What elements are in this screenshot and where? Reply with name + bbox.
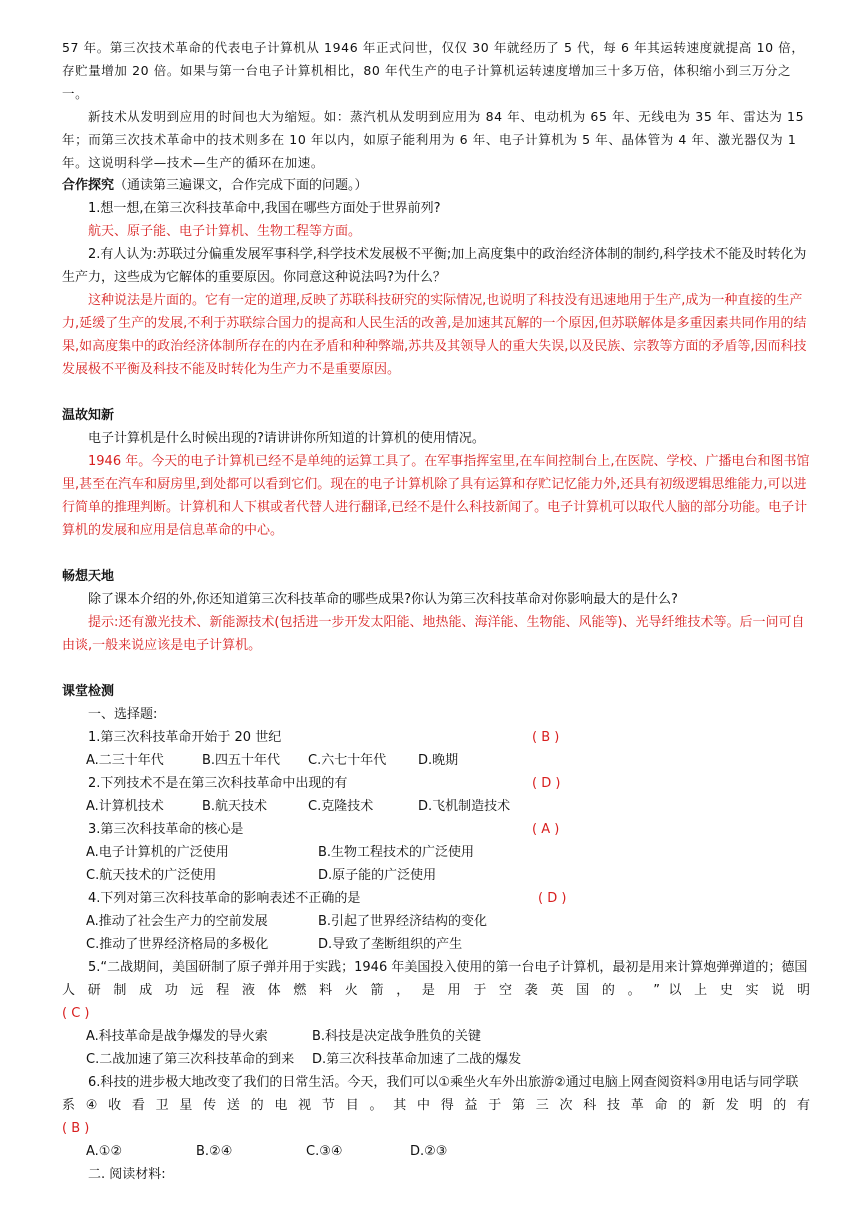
- option-a: A.电子计算机的广泛使用: [86, 845, 229, 860]
- test-part-2: 二. 阅读材料:: [88, 1167, 166, 1182]
- option-a: A.①②: [86, 1144, 123, 1159]
- question-2-options: [62, 795, 810, 818]
- review-answer: 1946 年。今天的电子计算机已经不是单纯的运算工具了。在军事指挥室里,在车间控制台上,在医院、学校、广播电台和图书馆里,甚至在汽车和厨房里,到处都可以看到它们。现在的电子计算机除了具有运算和存贮记忆能力外,还具有初级逻辑思维能力,可以进行简单的推理判断。计算机和人下棋或者代替人进行翻译,已经不是什么科技新闻了。电子计算机可以取代人脑的部分功能。电子计算机的发展和应用是信息革命的中心。: [62, 454, 810, 538]
- question-5-line-1: 5.“二战期间，美国研制了原子弹并用于实践；1946 年美国投入使用的第一台电子计算机，最初是用来计算炮弹弹道的；德国: [88, 960, 808, 975]
- intro-paragraph-1: 57 年。第三次技术革命的代表电子计算机从 1946 年正式问世，仅仅 30 年就经历了 5 代，每 6 年其运转速度就提高 10 倍，存贮量增加 20 倍。如果与第一台电子计算机相比，80 年代生产的电子计算机运转速度增加三十多万倍，体积缩小到三万分之一。: [62, 40, 805, 101]
- question-answer: ( D ): [532, 776, 561, 791]
- option-c: C.推动了世界经济格局的多极化: [86, 937, 269, 952]
- cooperate-answer-2: 这种说法是片面的。它有一定的道理,反映了苏联科技研究的实际情况,也说明了科技没有迅速地用于生产,成为一种直接的生产力,延缓了生产的发展,不利于苏联综合国力的提高和人民生活的改善,是加速其瓦解的一个原因,但苏联解体是多重因素共同作用的结果,如高度集中的政治经济体制所存在的内在矛盾和种种弊端,苏共及其领导人的重大失误,以及民族、宗教等方面的矛盾等,因而科技发展极不平衡及科技不能及时转化为生产力不是重要原因。: [62, 293, 807, 377]
- cooperate-answer-1: 航天、原子能、电子计算机、生物工程等方面。: [88, 224, 362, 239]
- cooperate-question-1: 1.想一想,在第三次科技革命中,我国在哪些方面处于世界前列?: [88, 201, 441, 216]
- option-a: A.推动了社会生产力的空前发展: [86, 914, 268, 929]
- option-b: B.科技是决定战争胜负的关键: [312, 1029, 482, 1044]
- document-page: [62, 36, 810, 1186]
- question-answer: ( A ): [532, 822, 560, 837]
- option-c: C.六七十年代: [308, 753, 387, 768]
- option-a: A.二三十年代: [86, 753, 164, 768]
- imagine-question: 除了课本介绍的外,你还知道第三次科技革命的哪些成果?你认为第三次科技革命对你影响最大的是什么?: [88, 592, 678, 607]
- option-a: A.科技革命是战争爆发的导火索: [86, 1029, 268, 1044]
- question-5-line-2: 人 研 制 成 功 远 程 液 体 燃 料 火 箭 ， 是 用 于 空 袭 英 国 的 。 ” 以 上 史 实 说 明: [62, 983, 810, 998]
- question-5-options-row-1: [62, 1025, 810, 1048]
- question-6-answer: ( B ): [62, 1121, 90, 1136]
- question-text: 1.第三次科技革命开始于 20 世纪: [88, 730, 282, 745]
- question-6-line-1: 6.科技的进步极大地改变了我们的日常生活。今天，我们可以①乘坐火车外出旅游②通过电脑上网查阅资料③用电话与同学联: [88, 1075, 799, 1090]
- option-b: B.生物工程技术的广泛使用: [318, 845, 475, 860]
- option-c: C.克隆技术: [308, 799, 374, 814]
- question-4: [62, 887, 810, 910]
- option-c: C.航天技术的广泛使用: [86, 868, 217, 883]
- review-title: 温故知新: [62, 408, 115, 423]
- test-part-1: 一、选择题:: [88, 707, 158, 722]
- question-answer: ( D ): [538, 891, 567, 906]
- question-text: 3.第三次科技革命的核心是: [88, 822, 244, 837]
- question-text: 2.下列技术不是在第三次科技革命中出现的有: [88, 776, 348, 791]
- option-c: C.二战加速了第三次科技革命的到来: [86, 1052, 295, 1067]
- question-5-options-row-2: [62, 1048, 810, 1071]
- cooperate-heading: [62, 174, 810, 197]
- question-1: [62, 726, 810, 749]
- question-4-options-row-2: [62, 933, 810, 956]
- cooperate-title: 合作探究: [62, 178, 115, 193]
- option-b: B.②④: [196, 1144, 233, 1159]
- test-title: 课堂检测: [62, 684, 115, 699]
- cooperate-question-2: 2.有人认为:苏联过分偏重发展军事科学,科学技术发展极不平衡;加上高度集中的政治经济体制的制约,科学技术不能及时转化为生产力，这些成为它解体的重要原因。你同意这种说法吗?为什么？: [62, 247, 807, 285]
- review-question: 电子计算机是什么时候出现的?请讲讲你所知道的计算机的使用情况。: [88, 431, 485, 446]
- option-d: D.导致了垄断组织的产生: [318, 937, 463, 952]
- intro-paragraph-2: 新技术从发明到应用的时间也大为缩短。如：蒸汽机从发明到应用为 84 年、电动机为 65 年、无线电为 35 年、雷达为 15 年；而第三次技术革命中的技术则多在 10 年以内，如原子能利用为 6 年、电子计算机为 5 年、晶体管为 4 年、激光器仅为 1 年。这说明科学—技术—生产的循环在加速。: [62, 109, 805, 170]
- option-c: C.③④: [306, 1144, 343, 1159]
- option-b: B.航天技术: [202, 799, 268, 814]
- imagine-answer: 提示:还有激光技术、新能源技术(包括进一步开发太阳能、地热能、海洋能、生物能、风能等)、光导纤维技术等。后一问可自由谈,一般来说应该是电子计算机。: [62, 615, 805, 653]
- option-a: A.计算机技术: [86, 799, 164, 814]
- question-6-line-2: 系 ④ 收 看 卫 星 传 送 的 电 视 节 目 。 其 中 得 益 于 第 三 次 科 技 革 命 的 新 发 明 的 有: [62, 1098, 810, 1113]
- option-b: B.引起了世界经济结构的变化: [318, 914, 488, 929]
- question-2: [62, 772, 810, 795]
- question-4-options-row-1: [62, 910, 810, 933]
- question-text: 4.下列对第三次科技革命的影响表述不正确的是: [88, 891, 361, 906]
- cooperate-note: （通读第三遍课文，合作完成下面的问题。）: [114, 178, 368, 193]
- option-d: D.第三次科技革命加速了二战的爆发: [312, 1052, 522, 1067]
- question-6-options: [62, 1140, 810, 1163]
- option-d: D.晚期: [418, 753, 459, 768]
- option-d: D.原子能的广泛使用: [318, 868, 437, 883]
- option-b: B.四五十年代: [202, 753, 281, 768]
- question-5-answer: ( C ): [62, 1006, 90, 1021]
- question-3: [62, 818, 810, 841]
- question-3-options-row-2: [62, 864, 810, 887]
- imagine-title: 畅想天地: [62, 569, 115, 584]
- question-3-options-row-1: [62, 841, 810, 864]
- option-d: D.②③: [410, 1144, 448, 1159]
- question-1-options: [62, 749, 810, 772]
- question-answer: ( B ): [532, 730, 560, 745]
- option-d: D.飞机制造技术: [418, 799, 511, 814]
